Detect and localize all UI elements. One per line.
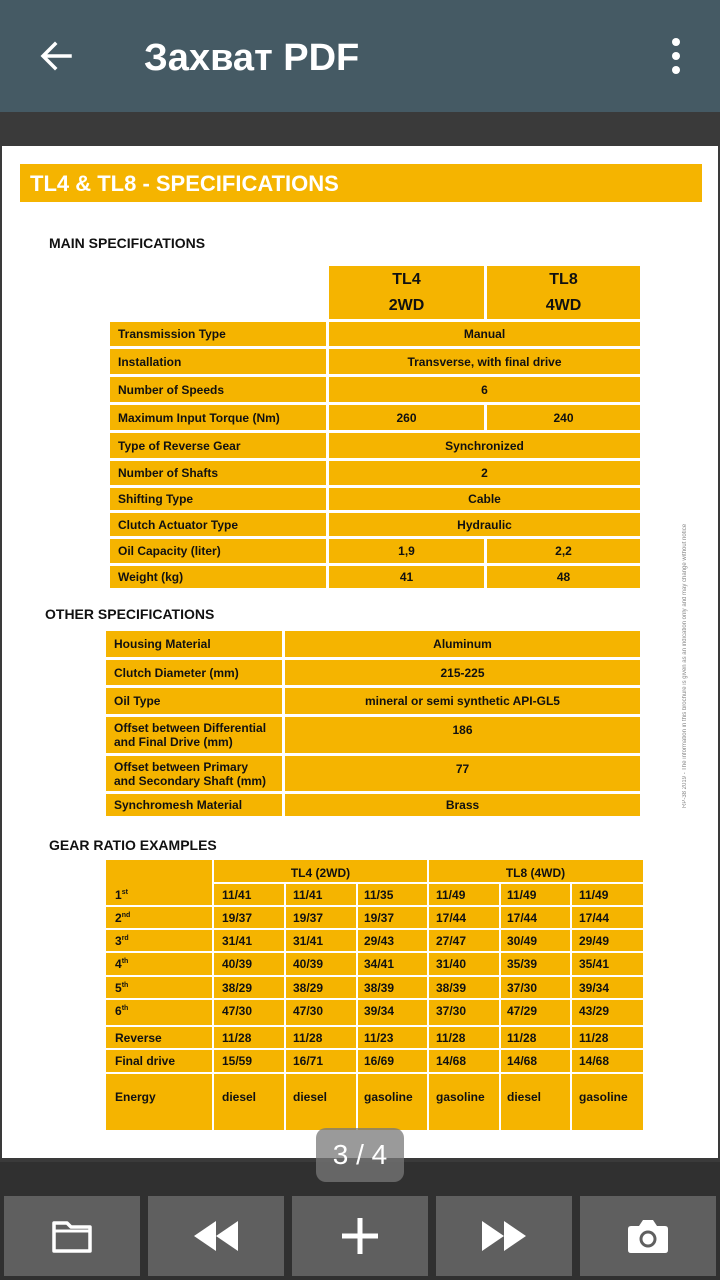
gear-ratio-cell: 39/34 <box>364 1004 395 1018</box>
previous-page-button[interactable] <box>148 1196 284 1276</box>
spec-label: Number of Shafts <box>110 461 326 485</box>
gear-ratio-cell: 38/29 <box>293 981 324 995</box>
model-header-tl4: TL4 2WD <box>329 266 484 319</box>
pdf-page <box>2 146 718 1158</box>
arrow-back-icon <box>38 38 74 74</box>
spec-value: 6 <box>329 377 640 402</box>
gear-ratio-cell: gasoline <box>436 1090 485 1104</box>
spec-label: Offset between Primary and Secondary Shaft (mm) <box>106 756 282 791</box>
spec-label: Offset between Differential and Final Drive (mm) <box>106 717 282 753</box>
spec-label: Type of Reverse Gear <box>110 433 326 458</box>
spec-label: Clutch Actuator Type <box>110 513 326 536</box>
back-button[interactable] <box>24 24 88 88</box>
spec-value: 2 <box>329 461 640 485</box>
spec-value: Hydraulic <box>329 513 640 536</box>
gear-ratio-cell: 38/29 <box>222 981 253 995</box>
gear-ratio-cell: 11/49 <box>579 888 609 902</box>
gear-ratio-cell: 19/37 <box>222 911 253 925</box>
gear-ratio-cell: 19/37 <box>293 911 324 925</box>
spec-label: Shifting Type <box>110 488 326 510</box>
spec-value: Synchronized <box>329 433 640 458</box>
gear-ratio-cell: 30/49 <box>507 934 538 948</box>
gear-ratio-cell: 14/68 <box>507 1054 538 1068</box>
spec-value: 186 <box>285 717 640 753</box>
gear-ratio-cell: 35/39 <box>507 957 538 971</box>
gear-ratio-cell: 43/29 <box>579 1004 610 1018</box>
gear-ratio-cell: 37/30 <box>507 981 538 995</box>
gear-ratio-cell: 31/40 <box>436 957 467 971</box>
gear-ratio-cell: 38/39 <box>364 981 395 995</box>
more-options-button[interactable] <box>652 24 700 88</box>
gear-ratio-cell: 11/23 <box>364 1031 394 1045</box>
spec-label: Weight (kg) <box>110 566 326 588</box>
document-title: TL4 & TL8 - SPECIFICATIONS <box>30 171 339 196</box>
gear-ratio-cell: 38/39 <box>436 981 467 995</box>
gear-col-divider <box>212 860 214 1130</box>
main-specs-heading: MAIN SPECIFICATIONS <box>49 235 206 251</box>
gear-row-label: 6th <box>115 1004 129 1018</box>
gear-ratio-cell: 31/41 <box>222 934 253 948</box>
gear-col-divider <box>570 882 572 1130</box>
gear-row-divider <box>106 1048 643 1050</box>
spec-label: Transmission Type <box>110 322 326 346</box>
rewind-icon <box>194 1221 238 1251</box>
side-note: RP-38 2019 - The information in this brochure is given as an indication only and may change without notice <box>682 523 688 808</box>
gear-ratio-cell: 47/29 <box>507 1004 538 1018</box>
camera-icon <box>627 1218 669 1254</box>
gear-ratio-cell: diesel <box>222 1090 257 1104</box>
spec-value: Manual <box>329 322 640 346</box>
spec-value-tl8: 240 <box>487 405 640 430</box>
gear-row-divider <box>106 951 643 953</box>
gear-ratio-cell: 11/41 <box>293 888 323 902</box>
gear-ratio-cell: 16/71 <box>293 1054 324 1068</box>
bottom-toolbar <box>0 1186 720 1280</box>
gear-ratio-cell: diesel <box>293 1090 328 1104</box>
gear-ratio-cell: 35/41 <box>579 957 610 971</box>
app-bar <box>0 0 720 112</box>
gear-row-divider <box>106 1025 643 1027</box>
gear-row-divider <box>106 905 643 907</box>
gear-ratio-cell: 19/37 <box>364 911 395 925</box>
gear-ratio-cell: 29/49 <box>579 934 610 948</box>
gear-ratio-cell: 11/28 <box>579 1031 609 1045</box>
gear-ratio-cell: gasoline <box>579 1090 628 1104</box>
spec-value-tl4: 260 <box>329 405 484 430</box>
next-page-button[interactable] <box>436 1196 572 1276</box>
spec-value-tl4: 1,9 <box>329 539 484 563</box>
spec-label: Number of Speeds <box>110 377 326 402</box>
gear-ratio-cell: 40/39 <box>293 957 324 971</box>
gear-row-label: 4th <box>115 957 129 971</box>
gear-row-label: 5th <box>115 981 129 995</box>
gear-ratio-cell: 14/68 <box>579 1054 610 1068</box>
gear-ratio-cell: 11/35 <box>364 888 394 902</box>
spec-label: Synchromesh Material <box>106 794 282 816</box>
gear-ratio-cell: 17/44 <box>436 911 467 925</box>
gear-ratio-cell: 14/68 <box>436 1054 467 1068</box>
more-vert-icon <box>672 38 680 46</box>
gear-row-label: 2nd <box>115 911 131 925</box>
gear-ratio-table <box>106 860 643 1130</box>
gear-ratio-cell: 47/30 <box>293 1004 324 1018</box>
gear-row-label: Reverse <box>115 1031 162 1045</box>
spec-value-tl8: 48 <box>487 566 640 588</box>
gear-ratio-cell: 11/28 <box>507 1031 537 1045</box>
app-title: Захват PDF <box>144 37 360 79</box>
spec-label: Installation <box>110 349 326 374</box>
gear-row-divider <box>106 928 643 930</box>
gear-ratio-cell: 16/69 <box>364 1054 395 1068</box>
spec-label: Housing Material <box>106 631 282 657</box>
fast-forward-icon <box>482 1221 526 1251</box>
spec-value: Cable <box>329 488 640 510</box>
spec-label: Oil Type <box>106 688 282 714</box>
gear-ratio-cell: 40/39 <box>222 957 253 971</box>
spec-value-tl8: 2,2 <box>487 539 640 563</box>
gear-ratio-cell: 11/28 <box>222 1031 252 1045</box>
gear-ratio-cell: 11/49 <box>507 888 537 902</box>
spec-label: Oil Capacity (liter) <box>110 539 326 563</box>
gear-ratio-cell: 39/34 <box>579 981 610 995</box>
spec-value: Aluminum <box>285 631 640 657</box>
spec-value: mineral or semi synthetic API-GL5 <box>285 688 640 714</box>
add-button[interactable] <box>292 1196 428 1276</box>
spec-value: Brass <box>285 794 640 816</box>
gear-ratio-cell: 11/28 <box>436 1031 466 1045</box>
gear-col-divider <box>284 882 286 1130</box>
gear-ratio-cell: 15/59 <box>222 1054 253 1068</box>
gear-ratio-cell: diesel <box>507 1090 542 1104</box>
gear-ratio-cell: 11/49 <box>436 888 466 902</box>
gear-ratio-cell: 17/44 <box>507 911 538 925</box>
gear-ratio-cell: 27/47 <box>436 934 467 948</box>
spec-label: Clutch Diameter (mm) <box>106 660 282 685</box>
open-folder-button[interactable] <box>4 1196 140 1276</box>
spec-value: Transverse, with final drive <box>329 349 640 374</box>
gear-group-header-tl8: TL8 (4WD) <box>505 866 566 880</box>
gear-ratio-cell: gasoline <box>364 1090 413 1104</box>
spec-value: 77 <box>285 756 640 791</box>
gear-row-divider <box>106 975 643 977</box>
spec-value: 215-225 <box>285 660 640 685</box>
gear-ratio-heading: GEAR RATIO EXAMPLES <box>49 837 217 853</box>
gear-ratio-cell: 29/43 <box>364 934 395 948</box>
gear-ratio-cell: 37/30 <box>436 1004 467 1018</box>
gear-col-divider <box>499 882 501 1130</box>
gear-col-divider <box>356 882 358 1130</box>
pdf-viewer[interactable] <box>0 112 720 1162</box>
gear-ratio-cell: 47/30 <box>222 1004 253 1018</box>
gear-row-divider <box>106 998 643 1000</box>
spec-value-tl4: 41 <box>329 566 484 588</box>
gear-row-label: Energy <box>115 1090 156 1104</box>
gear-row-divider <box>106 1072 643 1074</box>
gear-col-divider <box>427 860 429 1130</box>
page-indicator: 3 / 4 <box>316 1128 404 1182</box>
gear-ratio-cell: 34/41 <box>364 957 395 971</box>
folder-icon <box>52 1219 92 1253</box>
spec-label: Maximum Input Torque (Nm) <box>110 405 326 430</box>
capture-button[interactable] <box>580 1196 716 1276</box>
gear-ratio-cell: 31/41 <box>293 934 324 948</box>
gear-row-label: 1st <box>115 888 128 902</box>
gear-group-header-tl4: TL4 (2WD) <box>290 866 351 880</box>
add-icon <box>341 1217 379 1255</box>
model-header-tl8: TL8 4WD <box>487 266 640 319</box>
document-title-bar <box>20 164 702 202</box>
gear-ratio-cell: 17/44 <box>579 911 610 925</box>
other-specs-heading: OTHER SPECIFICATIONS <box>45 606 215 622</box>
gear-ratio-cell: 11/28 <box>293 1031 323 1045</box>
gear-row-label: Final drive <box>115 1054 176 1068</box>
gear-ratio-cell: 11/41 <box>222 888 252 902</box>
gear-row-label: 3rd <box>115 934 129 948</box>
